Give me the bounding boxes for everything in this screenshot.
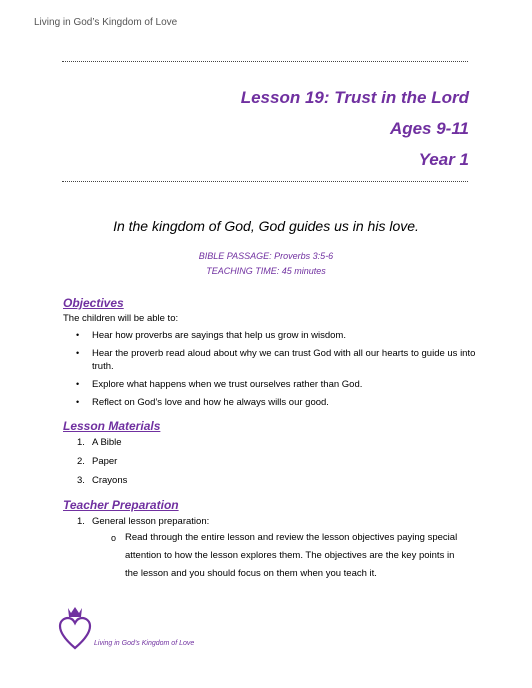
list-item: 1. General lesson preparation:: [77, 516, 210, 527]
list-item: • Explore what happens when we trust ourselves rather than God.: [76, 379, 363, 390]
materials-list: [63, 436, 483, 493]
list-item: 3. Crayons: [77, 475, 128, 486]
teaching-time: TEACHING TIME: 45 minutes: [206, 266, 326, 276]
age-range: Ages 9-11: [389, 119, 469, 138]
running-header: Living in God’s Kingdom of Love: [34, 17, 178, 28]
materials-heading: Lesson Materials: [63, 419, 161, 433]
list-item: • Reflect on God’s love and how he always wills our good.: [76, 397, 329, 408]
list-item: 2. Paper: [77, 456, 118, 467]
preparation-sub-item: o Read through the entire lesson and review the lesson objectives paying special attention to how the lesson explores them. The objectives are the key points in the lesson and you should focus on them when you teach it.: [125, 529, 470, 583]
list-item: • Hear how proverbs are sayings that help us grow in wisdom.: [76, 330, 346, 341]
list-item: • Hear the proverb read aloud about why we can trust God with all our hearts to guide us into truth.: [76, 348, 476, 372]
preparation-heading: Teacher Preparation: [63, 498, 179, 512]
year-label: Year 1: [418, 150, 469, 169]
list-item: 1. A Bible: [77, 437, 122, 448]
bullet-icon: •: [76, 379, 80, 389]
top-divider: [62, 61, 468, 62]
objectives-list: [63, 329, 483, 414]
bullet-icon: •: [76, 348, 80, 358]
footer-title: Living in God’s Kingdom of Love: [94, 640, 195, 647]
bullet-icon: •: [76, 397, 80, 407]
objectives-heading: Objectives: [63, 296, 124, 310]
kingdom-motto: In the kingdom of God, God guides us in his love.: [113, 218, 419, 234]
heart-crown-logo-icon: [58, 604, 92, 652]
bible-passage: BIBLE PASSAGE: Proverbs 3:5-6: [198, 251, 334, 261]
bottom-divider: [62, 181, 468, 182]
bullet-icon: •: [76, 330, 80, 340]
circle-bullet-icon: o: [111, 533, 117, 543]
lesson-title: Lesson 19: Trust in the Lord: [240, 88, 469, 107]
objectives-intro: The children will be able to:: [63, 313, 179, 324]
